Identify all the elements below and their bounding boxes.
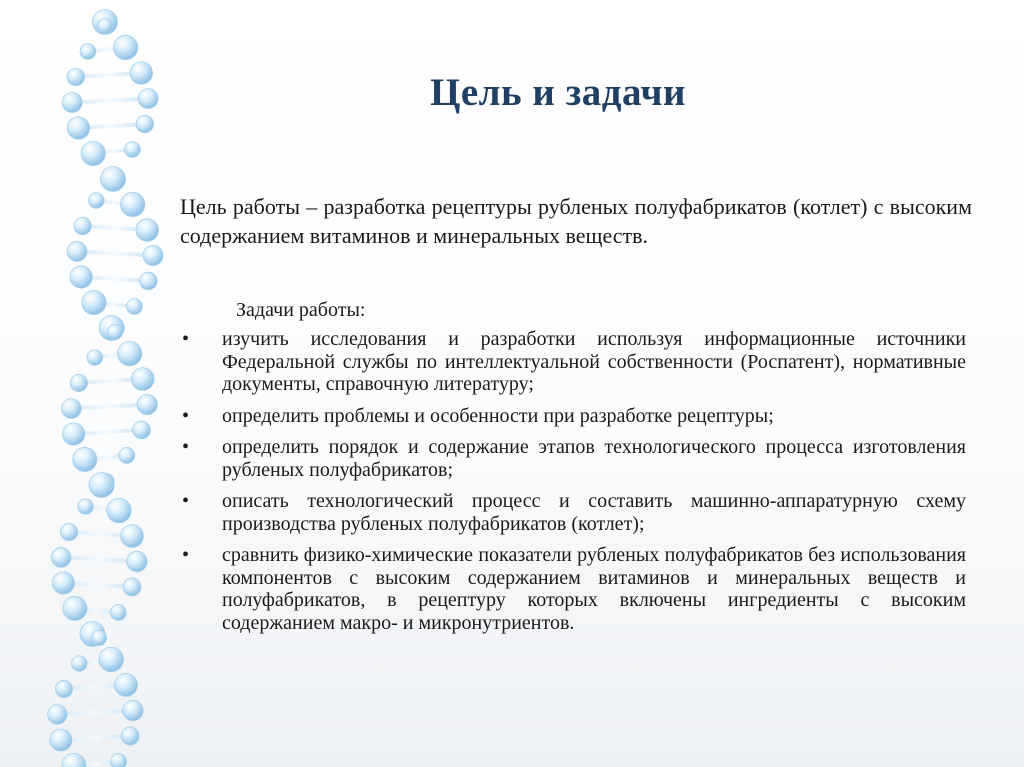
dna-sphere bbox=[62, 753, 86, 767]
dna-sphere bbox=[63, 423, 85, 445]
dna-sphere bbox=[127, 551, 147, 571]
bullet-icon: • bbox=[182, 490, 190, 512]
task-text: изучить исследования и разработки используя информационные источники Федеральной службы по интеллектуальной собственности (Роспатент), нормативные документы, справочную литературу; bbox=[222, 328, 966, 395]
goal-statement: Цель работы – разработка рецептуры рубленых полуфабрикатов (котлет) с высоким содержанием витаминов и минеральных веществ. bbox=[180, 194, 972, 248]
dna-sphere bbox=[89, 473, 114, 498]
task-text: описать технологический процесс и составить машинно-аппаратурную схему производства рубленых полуфабрикатов (котлет); bbox=[222, 490, 966, 535]
dna-sphere bbox=[131, 368, 154, 391]
dna-sphere bbox=[143, 245, 163, 265]
bullet-icon: • bbox=[182, 404, 190, 427]
dna-sphere bbox=[48, 705, 68, 725]
dna-sphere bbox=[139, 272, 157, 290]
bullet-icon: • bbox=[182, 436, 190, 458]
tasks-heading: Задачи работы: bbox=[236, 299, 366, 321]
dna-sphere bbox=[82, 290, 106, 314]
dna-sphere bbox=[72, 656, 87, 671]
task-item bbox=[180, 328, 966, 396]
dna-bond bbox=[71, 405, 147, 409]
dna-sphere bbox=[115, 674, 138, 697]
dna-sphere bbox=[74, 217, 91, 234]
task-item bbox=[180, 405, 966, 428]
dna-sphere bbox=[123, 700, 143, 720]
dna-sphere bbox=[67, 242, 87, 262]
dna-sphere bbox=[117, 341, 141, 365]
task-text: сравнить физико-химические показатели рубленых полуфабрикатов без использования компонентов с высоким содержанием витаминов и минеральных веществ и полуфабрикатов, в рецептуру которых включены ингредиенты с высоким содержанием макро- и микронутриентов. bbox=[222, 544, 966, 634]
dna-sphere bbox=[110, 605, 126, 621]
dna-sphere bbox=[50, 729, 72, 751]
bullet-icon: • bbox=[182, 328, 190, 350]
slide-title: Цель и задачи bbox=[430, 71, 686, 114]
dna-sphere bbox=[121, 525, 144, 548]
dna-sphere bbox=[100, 167, 125, 192]
task-item bbox=[180, 436, 966, 481]
dna-sphere bbox=[80, 44, 96, 60]
dna-sphere bbox=[137, 394, 157, 414]
dna-sphere bbox=[123, 578, 141, 596]
dna-sphere bbox=[121, 727, 139, 745]
dna-sphere bbox=[120, 192, 144, 216]
dna-sphere bbox=[130, 62, 153, 85]
dna-sphere bbox=[63, 596, 87, 620]
dna-sphere bbox=[138, 88, 158, 108]
task-text: определить проблемы и особенности при разработке рецептуры; bbox=[222, 404, 774, 427]
dna-sphere bbox=[73, 447, 97, 471]
dna-molecule-illustration bbox=[0, 0, 180, 767]
dna-sphere bbox=[114, 35, 138, 59]
dna-sphere bbox=[136, 115, 154, 133]
dna-sphere bbox=[52, 572, 74, 594]
task-text: определить порядок и содержание этапов технологического процесса изготовления рубленых полуфабрикатов; bbox=[222, 436, 966, 481]
dna-sphere bbox=[70, 374, 87, 391]
bullet-icon: • bbox=[182, 544, 190, 566]
dna-sphere bbox=[127, 299, 143, 315]
task-item bbox=[180, 544, 966, 634]
dna-sphere bbox=[119, 448, 135, 464]
dna-sphere bbox=[78, 499, 94, 515]
dna-sphere bbox=[67, 68, 84, 85]
dna-sphere bbox=[87, 350, 103, 366]
dna-sphere bbox=[67, 117, 89, 139]
dna-sphere bbox=[99, 647, 124, 672]
dna-sphere bbox=[133, 421, 151, 439]
dna-sphere bbox=[98, 19, 113, 34]
dna-sphere bbox=[51, 548, 71, 568]
dna-sphere bbox=[70, 266, 92, 288]
task-item bbox=[180, 490, 966, 535]
dna-bond bbox=[72, 99, 148, 103]
dna-sphere bbox=[111, 754, 127, 767]
dna-sphere bbox=[92, 630, 107, 645]
dna-bond bbox=[61, 558, 137, 562]
dna-sphere bbox=[62, 93, 82, 113]
dna-sphere bbox=[125, 142, 141, 158]
dna-bond bbox=[57, 711, 133, 715]
dna-bond bbox=[77, 252, 153, 256]
tasks-list bbox=[180, 328, 966, 643]
dna-sphere bbox=[107, 498, 131, 522]
dna-sphere bbox=[136, 219, 159, 242]
dna-sphere bbox=[55, 680, 72, 697]
dna-sphere bbox=[107, 324, 122, 339]
dna-sphere bbox=[61, 399, 81, 419]
dna-sphere bbox=[81, 141, 105, 165]
dna-sphere bbox=[89, 193, 105, 209]
dna-sphere bbox=[61, 523, 78, 540]
